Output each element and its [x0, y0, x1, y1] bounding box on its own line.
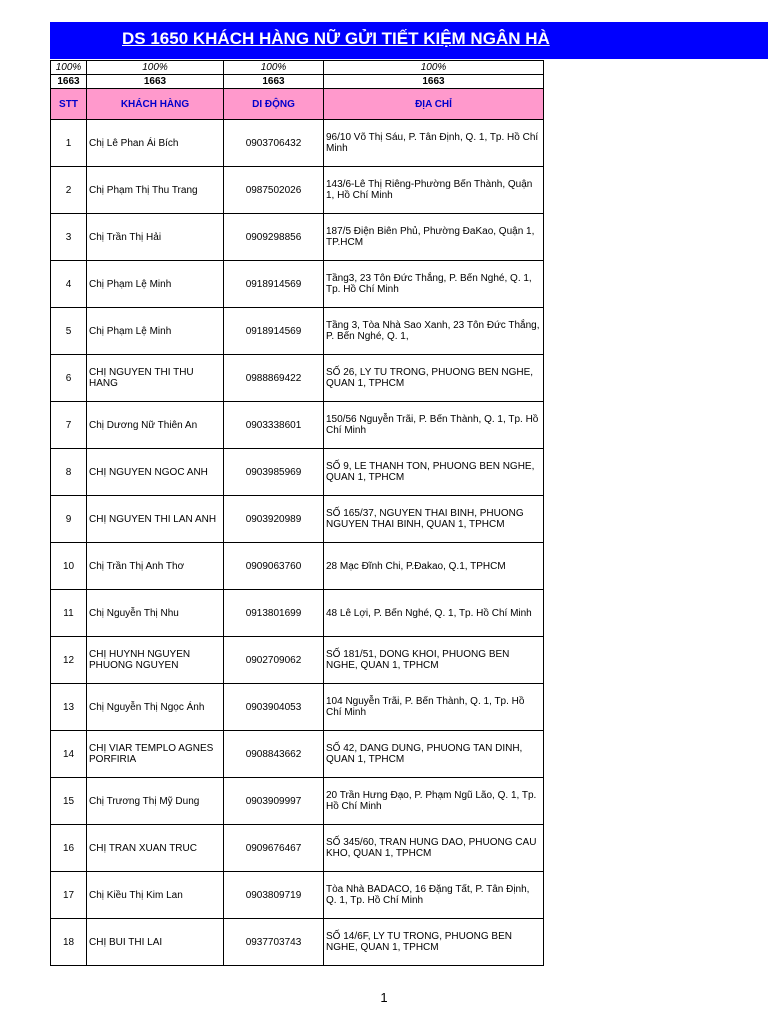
row-customer-name: Chị Dương Nữ Thiên An — [87, 402, 224, 449]
row-stt: 4 — [51, 261, 87, 308]
row-address: 104 Nguyễn Trãi, P. Bến Thành, Q. 1, Tp. Hồ Chí Minh — [324, 684, 544, 731]
table-row — [51, 543, 544, 590]
row-address: 28 Mạc Đĩnh Chi, P.Đakao, Q.1, TPHCM — [324, 543, 544, 590]
table-row — [51, 120, 544, 167]
page-number: 1 — [380, 990, 388, 1005]
header-address: ĐỊA CHỈ — [324, 89, 544, 120]
table-row — [51, 496, 544, 543]
table-row — [51, 590, 544, 637]
row-mobile: 0909676467 — [224, 825, 324, 872]
row-customer-name: Chị Nguyễn Thị Ngọc Ánh — [87, 684, 224, 731]
row-address: 150/56 Nguyễn Trãi, P. Bến Thành, Q. 1, Tp. Hồ Chí Minh — [324, 402, 544, 449]
row-mobile: 0909063760 — [224, 543, 324, 590]
row-address: SỐ 181/51, DONG KHOI, PHUONG BEN NGHE, QUAN 1, TPHCM — [324, 637, 544, 684]
row-stt: 18 — [51, 919, 87, 966]
row-mobile: 0913801699 — [224, 590, 324, 637]
row-mobile: 0937703743 — [224, 919, 324, 966]
row-address: SỐ 26, LY TU TRONG, PHUONG BEN NGHE, QUAN 1, TPHCM — [324, 355, 544, 402]
row-address: Tòa Nhà BADACO, 16 Đặng Tất, P. Tân Định, Q. 1, Tp. Hồ Chí Minh — [324, 872, 544, 919]
row-stt: 1 — [51, 120, 87, 167]
row-stt: 12 — [51, 637, 87, 684]
row-stt: 16 — [51, 825, 87, 872]
row-mobile: 0903338601 — [224, 402, 324, 449]
row-customer-name: CHỊ NGUYEN THI THU HANG — [87, 355, 224, 402]
row-address: 20 Trần Hưng Đạo, P. Phạm Ngũ Lão, Q. 1, Tp. Hồ Chí Minh — [324, 778, 544, 825]
row-address: 48 Lê Lợi, P. Bến Nghé, Q. 1, Tp. Hồ Chí Minh — [324, 590, 544, 637]
header-row — [51, 89, 544, 120]
row-mobile: 0903985969 — [224, 449, 324, 496]
row-mobile: 0902709062 — [224, 637, 324, 684]
table-row — [51, 355, 544, 402]
row-address: SỐ 14/6F, LY TU TRONG, PHUONG BEN NGHE, QUAN 1, TPHCM — [324, 919, 544, 966]
row-address: SỐ 42, DANG DUNG, PHUONG TAN DINH, QUAN 1, TPHCM — [324, 731, 544, 778]
row-customer-name: CHỊ NGUYEN NGOC ANH — [87, 449, 224, 496]
row-stt: 8 — [51, 449, 87, 496]
row-customer-name: CHỊ HUYNH NGUYEN PHUONG NGUYEN — [87, 637, 224, 684]
row-stt: 3 — [51, 214, 87, 261]
table-row — [51, 402, 544, 449]
row-mobile: 0903706432 — [224, 120, 324, 167]
row-customer-name: Chị Lê Phan Ái Bích — [87, 120, 224, 167]
header-stt: STT — [51, 89, 87, 120]
row-mobile: 0918914569 — [224, 261, 324, 308]
row-address: Tầng 3, Tòa Nhà Sao Xanh, 23 Tôn Đức Thắng, P. Bến Nghé, Q. 1, — [324, 308, 544, 355]
row-customer-name: Chị Trần Thị Anh Thơ — [87, 543, 224, 590]
row-mobile: 0903904053 — [224, 684, 324, 731]
table-row — [51, 214, 544, 261]
percent-row — [51, 61, 544, 75]
row-address: SỐ 345/60, TRAN HUNG DAO, PHUONG CAU KHO, QUAN 1, TPHCM — [324, 825, 544, 872]
row-stt: 5 — [51, 308, 87, 355]
row-customer-name: Chị Trương Thị Mỹ Dung — [87, 778, 224, 825]
table-row — [51, 919, 544, 966]
row-address: Tầng3, 23 Tôn Đức Thắng, P. Bến Nghé, Q. 1, Tp. Hồ Chí Minh — [324, 261, 544, 308]
row-mobile: 0903909997 — [224, 778, 324, 825]
total-cell: 1663 — [87, 75, 224, 89]
title-bar — [50, 22, 768, 59]
row-stt: 9 — [51, 496, 87, 543]
table-row — [51, 778, 544, 825]
total-cell: 1663 — [224, 75, 324, 89]
row-stt: 15 — [51, 778, 87, 825]
table-row — [51, 731, 544, 778]
percent-cell: 100% — [224, 61, 324, 75]
row-customer-name: Chị Trần Thị Hải — [87, 214, 224, 261]
row-stt: 11 — [51, 590, 87, 637]
percent-cell: 100% — [324, 61, 544, 75]
header-customer: KHÁCH HÀNG — [87, 89, 224, 120]
row-address: 96/10 Võ Thị Sáu, P. Tân Định, Q. 1, Tp. Hồ Chí Minh — [324, 120, 544, 167]
row-mobile: 0903809719 — [224, 872, 324, 919]
row-stt: 10 — [51, 543, 87, 590]
row-mobile: 0987502026 — [224, 167, 324, 214]
row-mobile: 0903920989 — [224, 496, 324, 543]
row-mobile: 0988869422 — [224, 355, 324, 402]
row-address: 143/6-Lê Thị Riêng-Phường Bến Thành, Quận 1, Hồ Chí Minh — [324, 167, 544, 214]
table-row — [51, 167, 544, 214]
row-stt: 6 — [51, 355, 87, 402]
row-stt: 13 — [51, 684, 87, 731]
row-customer-name: CHỊ VIAR TEMPLO AGNES PORFIRIA — [87, 731, 224, 778]
row-customer-name: Chị Phạm Thị Thu Trang — [87, 167, 224, 214]
row-stt: 7 — [51, 402, 87, 449]
total-row — [51, 75, 544, 89]
row-address: SỐ 165/37, NGUYEN THAI BINH, PHUONG NGUYEN THAI BINH, QUAN 1, TPHCM — [324, 496, 544, 543]
row-address: 187/5 Điện Biên Phủ, Phường ĐaKao, Quận 1, TP.HCM — [324, 214, 544, 261]
table-row — [51, 684, 544, 731]
row-mobile: 0918914569 — [224, 308, 324, 355]
table-row — [51, 637, 544, 684]
row-stt: 2 — [51, 167, 87, 214]
table-row — [51, 872, 544, 919]
page-title: DS 1650 KHÁCH HÀNG NỮ GỬI TIẾT KIỆM NGÂN HÀ — [122, 29, 550, 48]
row-mobile: 0908843662 — [224, 731, 324, 778]
row-address: SỐ 9, LE THANH TON, PHUONG BEN NGHE, QUAN 1, TPHCM — [324, 449, 544, 496]
percent-cell: 100% — [51, 61, 87, 75]
row-stt: 14 — [51, 731, 87, 778]
row-customer-name: CHỊ TRAN XUAN TRUC — [87, 825, 224, 872]
table-row — [51, 308, 544, 355]
row-mobile: 0909298856 — [224, 214, 324, 261]
customer-table — [50, 60, 544, 966]
row-customer-name: Chị Phạm Lệ Minh — [87, 308, 224, 355]
row-customer-name: CHỊ BUI THI LAI — [87, 919, 224, 966]
percent-cell: 100% — [87, 61, 224, 75]
row-stt: 17 — [51, 872, 87, 919]
total-cell: 1663 — [324, 75, 544, 89]
total-cell: 1663 — [51, 75, 87, 89]
table-row — [51, 825, 544, 872]
header-mobile: DI ĐỘNG — [224, 89, 324, 120]
row-customer-name: Chị Nguyễn Thị Nhu — [87, 590, 224, 637]
row-customer-name: Chị Kiều Thị Kim Lan — [87, 872, 224, 919]
row-customer-name: CHỊ NGUYEN THI LAN ANH — [87, 496, 224, 543]
row-customer-name: Chị Phạm Lệ Minh — [87, 261, 224, 308]
table-row — [51, 449, 544, 496]
table-row — [51, 261, 544, 308]
